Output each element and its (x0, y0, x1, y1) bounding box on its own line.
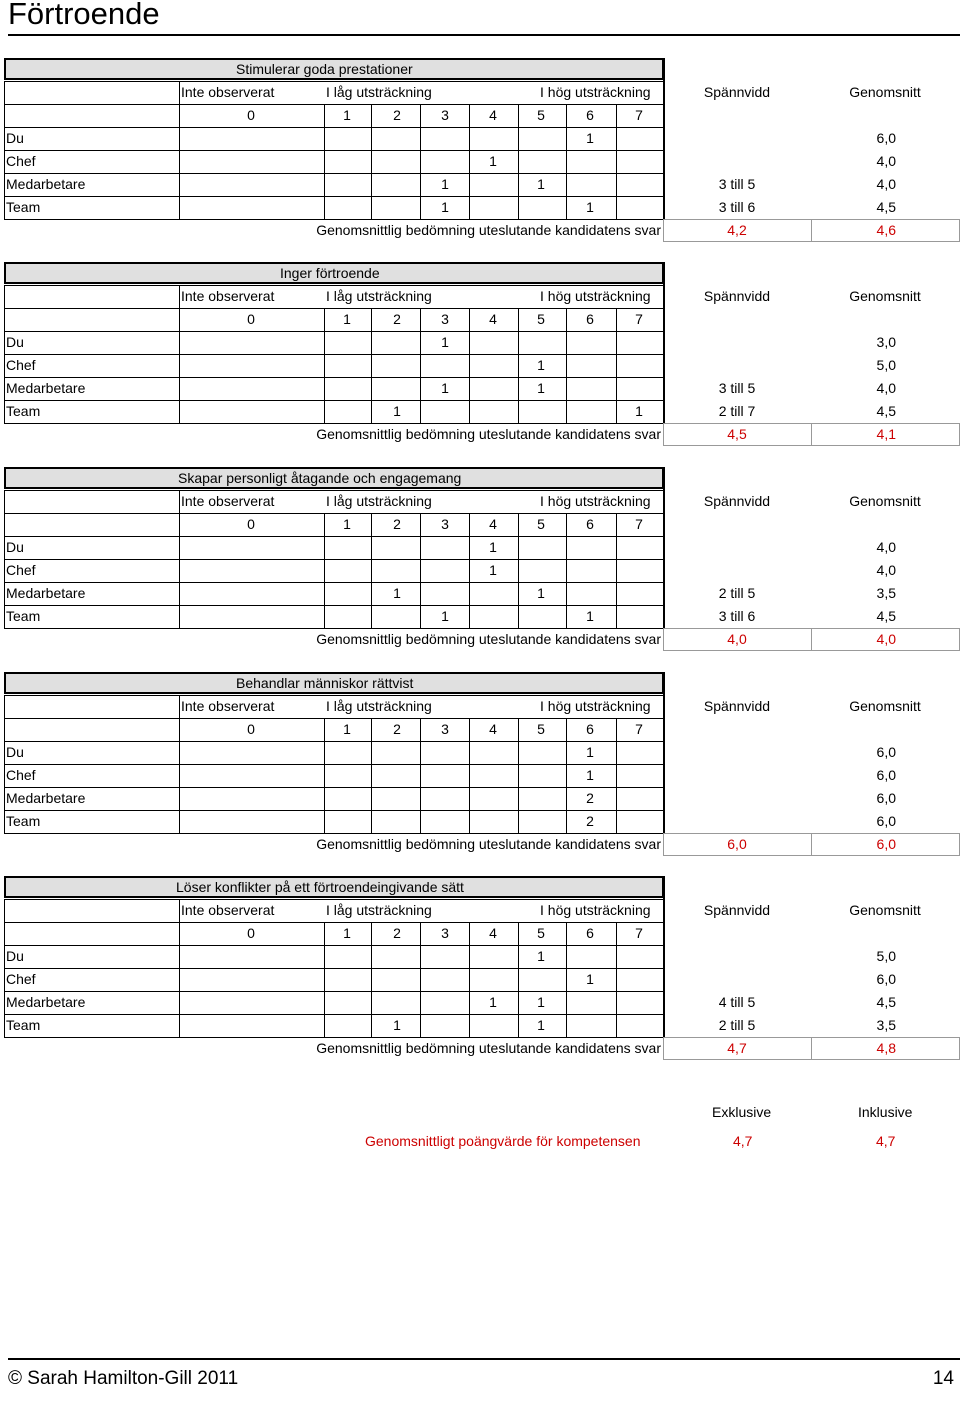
grid-vline (324, 308, 325, 423)
grid-vline (566, 308, 567, 423)
grid-vline (518, 718, 519, 833)
grid-vline (518, 308, 519, 423)
row-range: 2 till 5 (718, 1017, 756, 1033)
scale-header: 5 (537, 311, 545, 327)
scale-header: 6 (586, 107, 594, 123)
count-cell: 1 (441, 176, 449, 192)
grid-vline (663, 672, 665, 833)
count-cell: 1 (489, 994, 497, 1010)
row-average: 4,0 (876, 380, 896, 396)
count-cell: 1 (441, 334, 449, 350)
grid-hline (4, 991, 664, 992)
scale-header: 6 (586, 516, 594, 532)
count-cell: 1 (393, 403, 401, 419)
scale-header: 7 (635, 107, 643, 123)
row-label: Medarbetare (6, 585, 86, 601)
scale-header: 7 (635, 516, 643, 532)
grid-hline (4, 968, 664, 969)
row-average: 6,0 (876, 130, 896, 146)
row-average: 4,0 (876, 176, 896, 192)
row-label: Du (6, 539, 24, 555)
grid-vline (420, 308, 421, 423)
count-cell: 1 (489, 562, 497, 578)
scale-header: 1 (343, 721, 351, 737)
grid-hline (4, 695, 664, 696)
header-range: Spännvidd (703, 493, 771, 509)
grid-hline (4, 787, 664, 788)
count-cell: 1 (441, 380, 449, 396)
summary-average-value: 4,1 (876, 426, 896, 442)
count-cell: 1 (586, 767, 594, 783)
grid-hline (4, 513, 664, 514)
grid-hline (4, 718, 664, 719)
header-not-observed: Inte observerat (181, 288, 275, 304)
count-cell: 1 (635, 403, 643, 419)
scale-header: 5 (537, 107, 545, 123)
scale-header: 2 (393, 516, 401, 532)
scale-header: 4 (489, 311, 497, 327)
grid-hline (4, 810, 664, 811)
row-label: Chef (6, 357, 36, 373)
grid-hline (4, 104, 664, 105)
count-cell: 1 (586, 608, 594, 624)
avg-label: Genomsnittlig bedömning uteslutande kandidatens svar (316, 426, 661, 442)
row-range: 2 till 7 (718, 403, 756, 419)
section-title: Stimulerar goda prestationer (236, 61, 413, 77)
competency-section (0, 58, 960, 246)
scale-header: 2 (393, 107, 401, 123)
scale-header: 0 (247, 516, 255, 532)
scale-header: 2 (393, 311, 401, 327)
header-high: I hög utsträckning (540, 84, 651, 100)
count-cell: 1 (586, 130, 594, 146)
row-label: Team (6, 403, 41, 419)
row-average: 5,0 (876, 357, 896, 373)
grid-vline (371, 513, 372, 628)
scale-header: 4 (489, 721, 497, 737)
count-cell: 1 (393, 1017, 401, 1033)
summary-range-value: 4,2 (727, 222, 747, 238)
count-cell: 1 (441, 199, 449, 215)
grid-hline (4, 605, 664, 606)
scale-header: 3 (441, 721, 449, 737)
row-average: 3,5 (876, 1017, 896, 1033)
grid-vline (566, 104, 567, 219)
row-label: Medarbetare (6, 380, 86, 396)
header-low: I låg utsträckning (326, 698, 432, 714)
inclusive-value: 4,7 (876, 1133, 896, 1149)
grid-vline (420, 513, 421, 628)
count-cell: 1 (489, 539, 497, 555)
row-label: Du (6, 744, 24, 760)
row-range: 2 till 5 (718, 585, 756, 601)
header-range: Spännvidd (703, 288, 771, 304)
grid-vline (616, 308, 617, 423)
header-average: Genomsnitt (849, 698, 921, 714)
scale-header: 6 (586, 311, 594, 327)
count-cell: 1 (537, 357, 545, 373)
grid-vline (420, 104, 421, 219)
grid-hline (4, 945, 664, 946)
grid-vline (616, 104, 617, 219)
scale-header: 6 (586, 721, 594, 737)
grid-vline (469, 308, 470, 423)
grid-vline (420, 922, 421, 1037)
grid-vline (566, 922, 567, 1037)
header-high: I hög utsträckning (540, 698, 651, 714)
scale-header: 7 (635, 925, 643, 941)
row-label: Team (6, 813, 41, 829)
count-cell: 1 (537, 1017, 545, 1033)
row-average: 4,5 (876, 403, 896, 419)
row-range: 4 till 5 (718, 994, 756, 1010)
grid-vline (518, 513, 519, 628)
scale-header: 0 (247, 925, 255, 941)
section-title: Inger förtroende (280, 265, 380, 281)
avg-label: Genomsnittlig bedömning uteslutande kandidatens svar (316, 631, 661, 647)
count-cell: 1 (586, 199, 594, 215)
count-cell: 1 (586, 744, 594, 760)
footer-page-number: 14 (932, 1368, 954, 1389)
row-label: Team (6, 608, 41, 624)
scale-header: 5 (537, 721, 545, 737)
exclusive-value: 4,7 (733, 1133, 753, 1149)
page-title: Förtroende (8, 0, 160, 31)
summary-range-value: 4,5 (727, 426, 747, 442)
section-title: Löser konflikter på ett förtroendeingivande sätt (176, 879, 464, 895)
grid-vline (469, 718, 470, 833)
row-average: 6,0 (876, 767, 896, 783)
scale-header: 2 (393, 721, 401, 737)
row-label: Team (6, 1017, 41, 1033)
scale-header: 3 (441, 516, 449, 532)
scale-header: 3 (441, 925, 449, 941)
header-average: Genomsnitt (849, 84, 921, 100)
header-low: I låg utsträckning (326, 902, 432, 918)
scale-header: 3 (441, 107, 449, 123)
header-average: Genomsnitt (849, 902, 921, 918)
grid-hline (4, 1014, 664, 1015)
grid-vline (518, 922, 519, 1037)
grid-vline (616, 513, 617, 628)
row-average: 4,5 (876, 199, 896, 215)
row-range: 3 till 6 (718, 199, 756, 215)
row-range: 3 till 5 (718, 176, 756, 192)
header-low: I låg utsträckning (326, 288, 432, 304)
header-high: I hög utsträckning (540, 902, 651, 918)
row-label: Team (6, 199, 41, 215)
header-range: Spännvidd (703, 698, 771, 714)
grid-hline (4, 196, 664, 197)
grid-hline (4, 331, 664, 332)
summary-average-value: 4,0 (876, 631, 896, 647)
grid-vline (616, 922, 617, 1037)
row-average: 6,0 (876, 813, 896, 829)
grid-vline (616, 718, 617, 833)
scale-header: 4 (489, 107, 497, 123)
count-cell: 1 (586, 971, 594, 987)
header-not-observed: Inte observerat (181, 84, 275, 100)
count-cell: 2 (586, 813, 594, 829)
row-average: 4,5 (876, 608, 896, 624)
section-title: Skapar personligt åtagande och engagemang (178, 470, 462, 486)
summary-exclusive-label: Exklusive (712, 1104, 772, 1120)
grid-vline (518, 104, 519, 219)
row-average: 6,0 (876, 744, 896, 760)
grid-hline (4, 559, 664, 560)
scale-header: 0 (247, 311, 255, 327)
row-label: Medarbetare (6, 176, 86, 192)
header-not-observed: Inte observerat (181, 902, 275, 918)
competence-label: Genomsnittligt poängvärde för kompetensen (365, 1133, 641, 1149)
row-label: Chef (6, 971, 36, 987)
header-high: I hög utsträckning (540, 288, 651, 304)
grid-vline (371, 922, 372, 1037)
row-average: 6,0 (876, 971, 896, 987)
scale-header: 6 (586, 925, 594, 941)
grid-vline (566, 513, 567, 628)
grid-hline (4, 173, 664, 174)
grid-vline (371, 104, 372, 219)
grid-hline (4, 285, 664, 286)
header-not-observed: Inte observerat (181, 698, 275, 714)
scale-header: 7 (635, 311, 643, 327)
count-cell: 1 (537, 994, 545, 1010)
scale-header: 5 (537, 516, 545, 532)
grid-vline (324, 922, 325, 1037)
row-range: 3 till 5 (718, 380, 756, 396)
competency-section (0, 467, 960, 655)
grid-hline (4, 899, 664, 900)
footer-rule (8, 1358, 960, 1360)
header-not-observed: Inte observerat (181, 493, 275, 509)
grid-hline (4, 400, 664, 401)
grid-hline (4, 922, 664, 923)
count-cell: 1 (441, 608, 449, 624)
grid-vline (324, 718, 325, 833)
footer-copyright: © Sarah Hamilton-Gill 2011 (8, 1368, 239, 1389)
scale-header: 1 (343, 107, 351, 123)
summary-range-value: 4,7 (727, 1040, 747, 1056)
grid-vline (469, 922, 470, 1037)
count-cell: 1 (489, 153, 497, 169)
competency-section (0, 262, 960, 450)
competency-section (0, 876, 960, 1064)
count-cell: 1 (537, 585, 545, 601)
scale-header: 0 (247, 107, 255, 123)
header-average: Genomsnitt (849, 288, 921, 304)
grid-hline (4, 81, 664, 82)
row-label: Medarbetare (6, 790, 86, 806)
header-average: Genomsnitt (849, 493, 921, 509)
row-label: Chef (6, 562, 36, 578)
row-average: 4,5 (876, 994, 896, 1010)
row-label: Du (6, 948, 24, 964)
grid-vline (371, 718, 372, 833)
grid-hline (4, 490, 664, 491)
summary-range-value: 4,0 (727, 631, 747, 647)
scale-header: 2 (393, 925, 401, 941)
scale-header: 4 (489, 516, 497, 532)
count-cell: 2 (586, 790, 594, 806)
row-label: Du (6, 334, 24, 350)
row-label: Chef (6, 767, 36, 783)
row-average: 4,0 (876, 153, 896, 169)
scale-header: 7 (635, 721, 643, 737)
avg-label: Genomsnittlig bedömning uteslutande kandidatens svar (316, 222, 661, 238)
grid-hline (4, 582, 664, 583)
count-cell: 1 (537, 948, 545, 964)
row-average: 5,0 (876, 948, 896, 964)
grid-hline (4, 741, 664, 742)
grid-vline (469, 513, 470, 628)
row-average: 4,0 (876, 539, 896, 555)
count-cell: 1 (537, 176, 545, 192)
scale-header: 3 (441, 311, 449, 327)
row-label: Medarbetare (6, 994, 86, 1010)
summary-range-value: 6,0 (727, 836, 747, 852)
grid-hline (4, 150, 664, 151)
row-range: 3 till 6 (718, 608, 756, 624)
row-average: 3,0 (876, 334, 896, 350)
avg-label: Genomsnittlig bedömning uteslutande kandidatens svar (316, 836, 661, 852)
scale-header: 1 (343, 516, 351, 532)
count-cell: 1 (393, 585, 401, 601)
avg-label: Genomsnittlig bedömning uteslutande kandidatens svar (316, 1040, 661, 1056)
header-range: Spännvidd (703, 84, 771, 100)
grid-hline (4, 354, 664, 355)
scale-header: 0 (247, 721, 255, 737)
row-average: 3,5 (876, 585, 896, 601)
scale-header: 1 (343, 311, 351, 327)
header-high: I hög utsträckning (540, 493, 651, 509)
grid-vline (469, 104, 470, 219)
row-label: Chef (6, 153, 36, 169)
title-rule (8, 34, 960, 36)
grid-hline (4, 536, 664, 537)
competency-section (0, 672, 960, 860)
scale-header: 1 (343, 925, 351, 941)
summary-average-value: 4,8 (876, 1040, 896, 1056)
grid-hline (4, 377, 664, 378)
row-label: Du (6, 130, 24, 146)
row-average: 4,0 (876, 562, 896, 578)
header-low: I låg utsträckning (326, 493, 432, 509)
section-title: Behandlar människor rättvist (236, 675, 414, 691)
grid-hline (4, 127, 664, 128)
count-cell: 1 (537, 380, 545, 396)
summary-average-value: 4,6 (876, 222, 896, 238)
grid-hline (4, 764, 664, 765)
summary-average-value: 6,0 (876, 836, 896, 852)
row-average: 6,0 (876, 790, 896, 806)
header-range: Spännvidd (703, 902, 771, 918)
scale-header: 4 (489, 925, 497, 941)
scale-header: 5 (537, 925, 545, 941)
grid-vline (324, 104, 325, 219)
summary-inclusive-label: Inklusive (858, 1104, 913, 1120)
grid-vline (371, 308, 372, 423)
grid-vline (566, 718, 567, 833)
header-low: I låg utsträckning (326, 84, 432, 100)
grid-vline (324, 513, 325, 628)
grid-vline (420, 718, 421, 833)
grid-hline (4, 308, 664, 309)
